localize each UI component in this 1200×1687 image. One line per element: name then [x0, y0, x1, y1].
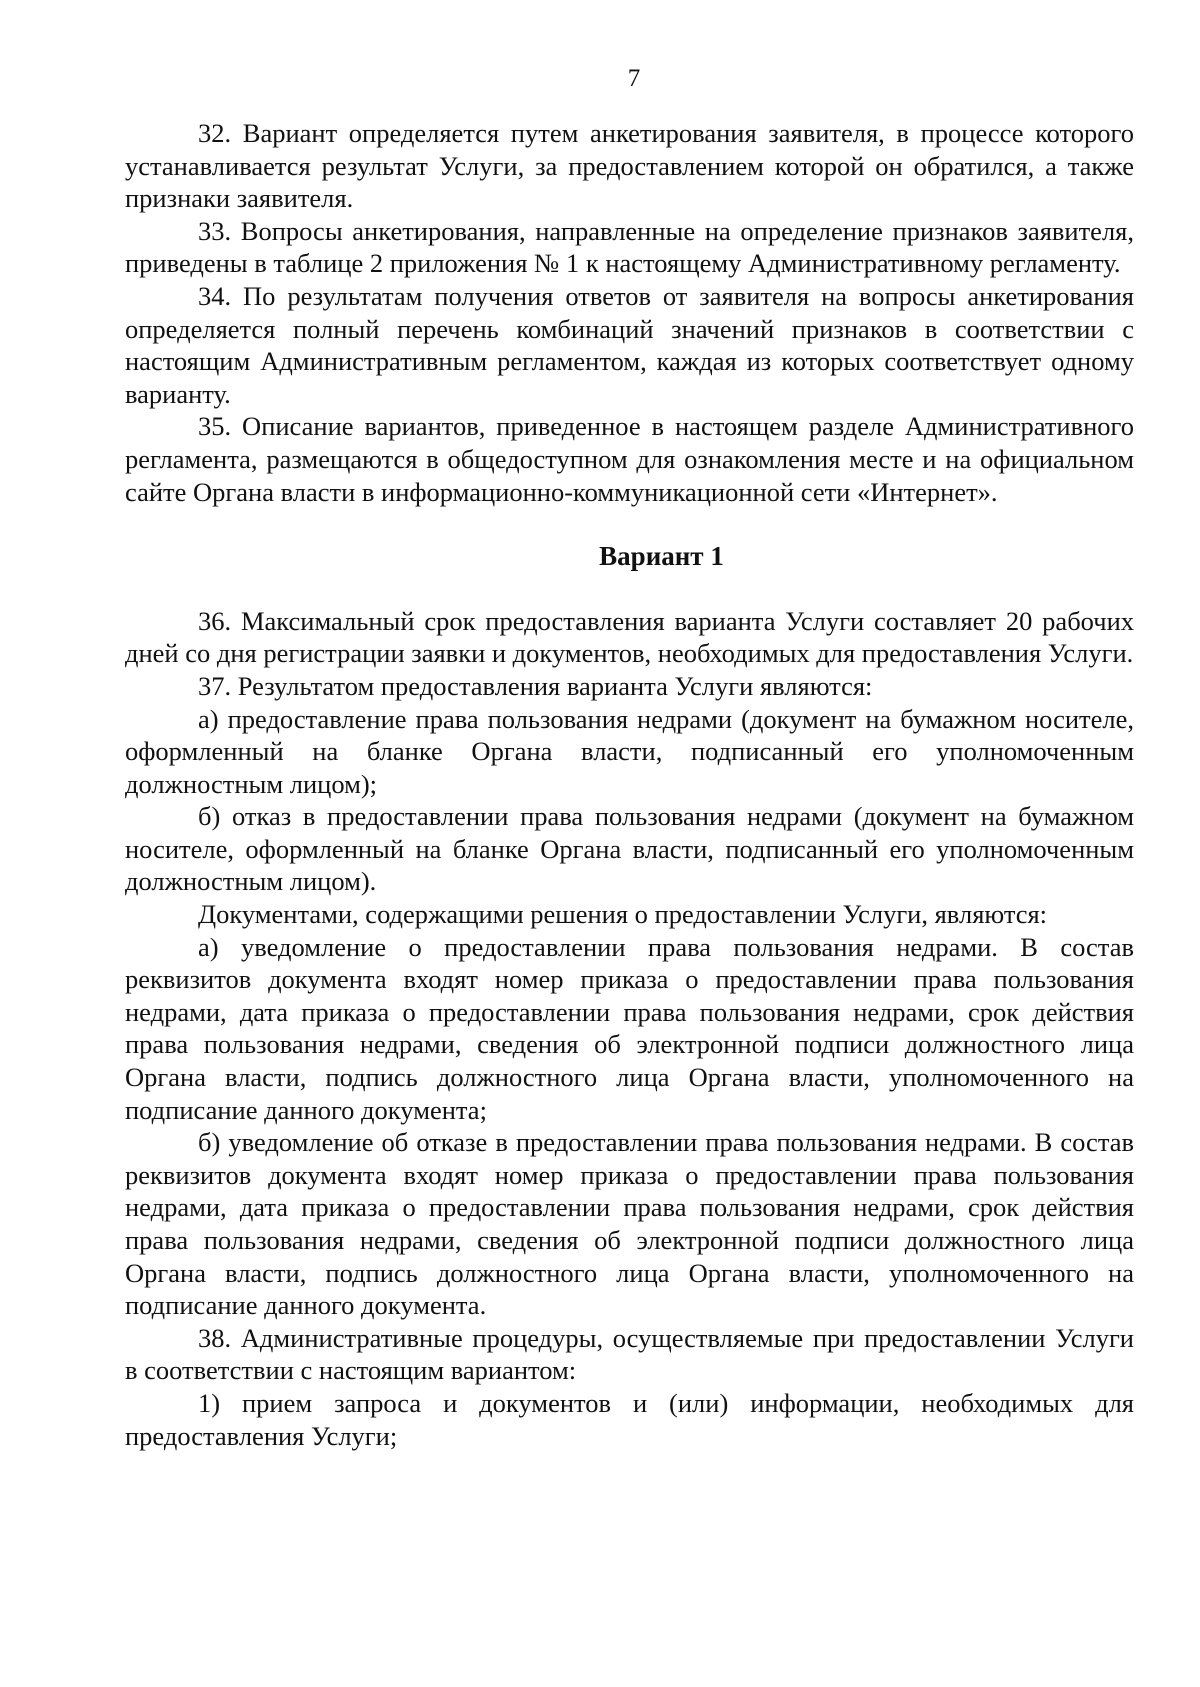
paragraph-documents-a: а) уведомление о предоставлении права пользования недрами. В состав реквизитов документа входят номер приказа о предоставлении права пользования недрами, дата приказа о предоставлении права пользования недрами, срок действия права пользования недрами, сведения об электронной подписи должностного лица Органа власти, подпись должностного лица Органа власти, уполномоченного на подписание данного документа;: [125, 931, 1134, 1125]
paragraph-37-b: б) отказ в предоставлении права пользования недрами (документ на бумажном носителе, оформленный на бланке Органа власти, подписанный его уполномоченным должностным лицом).: [125, 801, 1134, 897]
paragraph-33: 33. Вопросы анкетирования, направленные на определение признаков заявителя, приведены в таблице 2 приложения № 1 к настоящему Административному регламенту.: [125, 215, 1134, 279]
document-body: [125, 117, 1134, 1452]
paragraph-36: 36. Максимальный срок предоставления варианта Услуги составляет 20 рабочих дней со дня регистрации заявки и документов, необходимых для предоставления Услуги.: [125, 605, 1134, 669]
paragraph-37-a: а) предоставление права пользования недрами (документ на бумажном носителе, оформленный на бланке Органа власти, подписанный его уполномоченным должностным лицом);: [125, 703, 1134, 799]
paragraph-32: 32. Вариант определяется путем анкетирования заявителя, в процессе которого устанавливается результат Услуги, за предоставлением которой он обратился, а также признаки заявителя.: [125, 118, 1134, 214]
paragraph-documents-intro: Документами, содержащими решения о предоставлении Услуги, являются:: [198, 899, 1048, 930]
paragraph-38: 38. Административные процедуры, осуществляемые при предоставлении Услуги в соответствии с настоящим вариантом:: [125, 1322, 1134, 1386]
paragraph-34: 34. По результатам получения ответов от заявителя на вопросы анкетирования определяется полный перечень комбинаций значений признаков в соответствии с настоящим Административным регламентом, каждая из которых соответствует одному варианту.: [125, 280, 1134, 409]
paragraph-documents-b: б) уведомление об отказе в предоставлении права пользования недрами. В состав реквизитов документа входят номер приказа о предоставлении права пользования недрами, дата приказа о предоставлении права пользования недрами, срок действия права пользования недрами, сведения об электронной подписи должностного лица Органа власти, подпись должностного лица Органа власти, уполномоченного на подписание данного документа.: [125, 1127, 1134, 1321]
section-heading: Вариант 1: [599, 541, 724, 572]
page-number: 7: [627, 65, 641, 92]
paragraph-35: 35. Описание вариантов, приведенное в настоящем разделе Административного регламента, размещаются в общедоступном для ознакомления месте и на официальном сайте Органа власти в информационно-коммуникационной сети «Интернет».: [125, 411, 1134, 507]
paragraph-37: 37. Результатом предоставления варианта Услуги являются:: [198, 670, 873, 701]
paragraph-38-1: 1) прием запроса и документов и (или) информации, необходимых для предоставления Услуги;: [125, 1387, 1134, 1451]
